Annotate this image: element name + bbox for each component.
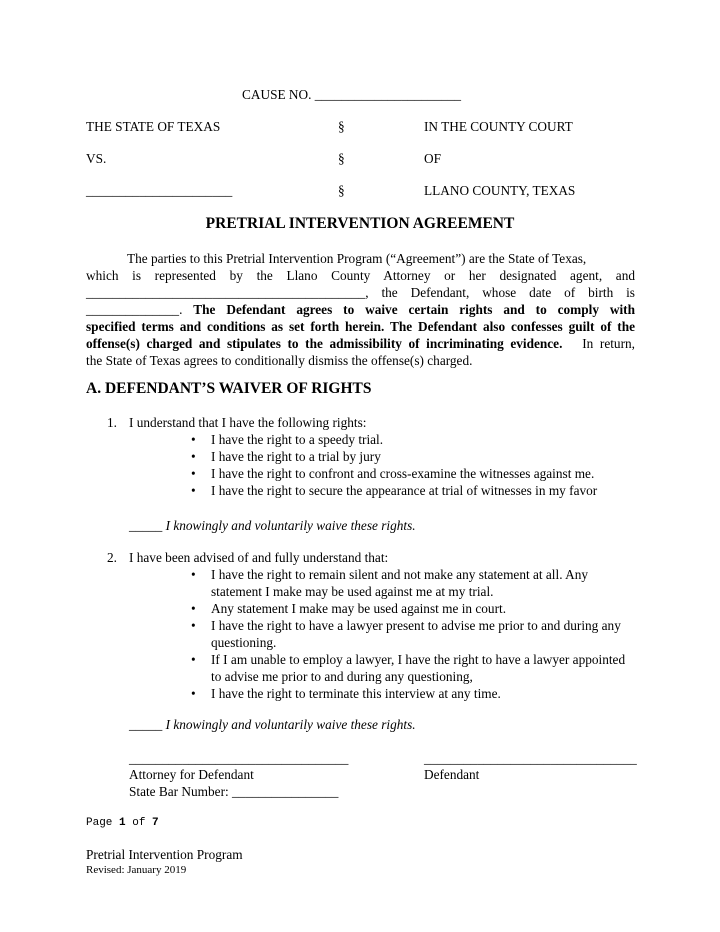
section-sign: § — [338, 151, 345, 166]
item-2-waiver: _____ I knowingly and voluntarily waive these rights. — [129, 717, 416, 732]
intro-paragraph — [86, 250, 635, 369]
caption-left-state: THE STATE OF TEXAS — [86, 119, 221, 134]
list-item: • I have the right to confront and cross-examine the witnesses against me. — [191, 466, 595, 481]
page-number: 1 — [119, 817, 126, 829]
list-item: • I have the right to a trial by jury — [191, 449, 381, 464]
intro-line: offense(s) charged and stipulates to the admissibility of incriminating evidence. In return, — [86, 336, 635, 351]
initials-blank: _____ — [129, 717, 163, 732]
defendant-signature-line: ________________________________ — [424, 751, 637, 766]
item-2-number: 2. — [107, 550, 117, 565]
attorney-label: Attorney for Defendant — [129, 767, 254, 782]
list-item: • I have the right to terminate this interview at any time. — [191, 686, 501, 701]
caption-right-of: OF — [424, 151, 441, 166]
cause-number: CAUSE NO. ______________________ — [242, 87, 462, 102]
section-sign: § — [338, 183, 345, 198]
caption-left-defendant-blank: ______________________ — [86, 183, 233, 198]
state-bar-number: State Bar Number: ________________ — [129, 784, 339, 799]
intro-bold-text: offense(s) charged and stipulates to the admissibility of incriminating evidence. — [86, 336, 563, 351]
intro-bold-text: specified terms and conditions as set forth herein. The Defendant also confesses guilt of the — [86, 319, 635, 334]
defendant-label: Defendant — [424, 767, 480, 782]
item-1-number: 1. — [107, 415, 117, 430]
page-indicator: Page 1 of 7 — [86, 817, 159, 829]
caption-right-county: LLANO COUNTY, TEXAS — [424, 183, 576, 198]
caption-right-court: IN THE COUNTY COURT — [424, 119, 573, 134]
item-2-bullet-list — [191, 566, 626, 702]
list-item: • Any statement I make may be used against me in court. — [191, 601, 507, 616]
list-item: • I have the right to have a lawyer present to advise me prior to and during any questioning. — [191, 618, 621, 650]
caption-left-vs: VS. — [86, 151, 107, 166]
item-1-text: I understand that I have the following rights: — [129, 415, 367, 430]
footer-revised-date: Revised: January 2019 — [86, 864, 187, 876]
attorney-signature-line: _________________________________ — [129, 751, 349, 766]
item-1-bullet-list — [191, 431, 641, 499]
document-title: PRETRIAL INTERVENTION AGREEMENT — [205, 215, 515, 232]
page-total: 7 — [152, 817, 159, 829]
list-item: • If I am unable to employ a lawyer, I have the right to have a lawyer appointed to advise me prior to and during any questioning, — [191, 652, 626, 684]
section-sign: § — [338, 119, 345, 134]
item-1-waiver: _____ I knowingly and voluntarily waive these rights. — [129, 518, 416, 533]
initials-blank: _____ — [129, 518, 163, 533]
intro-line: which is represented by the Llano County Attorney or her designated agent, and — [86, 268, 635, 283]
footer-program-name: Pretrial Intervention Program — [86, 847, 243, 862]
intro-line: __________________________________________, the Defendant, whose date of birth is — [86, 285, 635, 300]
section-a-heading: A. DEFENDANT’S WAIVER OF RIGHTS — [86, 380, 372, 397]
intro-line — [86, 318, 635, 335]
intro-line: The parties to this Pretrial Intervention Program (“Agreement”) are the State of Texas, — [127, 251, 587, 266]
intro-line: the State of Texas agrees to conditionally dismiss the offense(s) charged. — [86, 353, 473, 368]
dob-blank: ______________. — [86, 302, 183, 317]
list-item: • I have the right to remain silent and not make any statement at all. Any statement I make may be used against me at my trial. — [191, 567, 589, 599]
intro-line — [86, 301, 635, 318]
item-2-text: I have been advised of and fully understand that: — [129, 550, 389, 565]
list-item: • I have the right to secure the appearance at trial of witnesses in my favor — [191, 483, 598, 498]
list-item: • I have the right to a speedy trial. — [191, 432, 384, 447]
intro-bold-text: The Defendant agrees to waive certain rights and to comply with — [193, 302, 635, 317]
